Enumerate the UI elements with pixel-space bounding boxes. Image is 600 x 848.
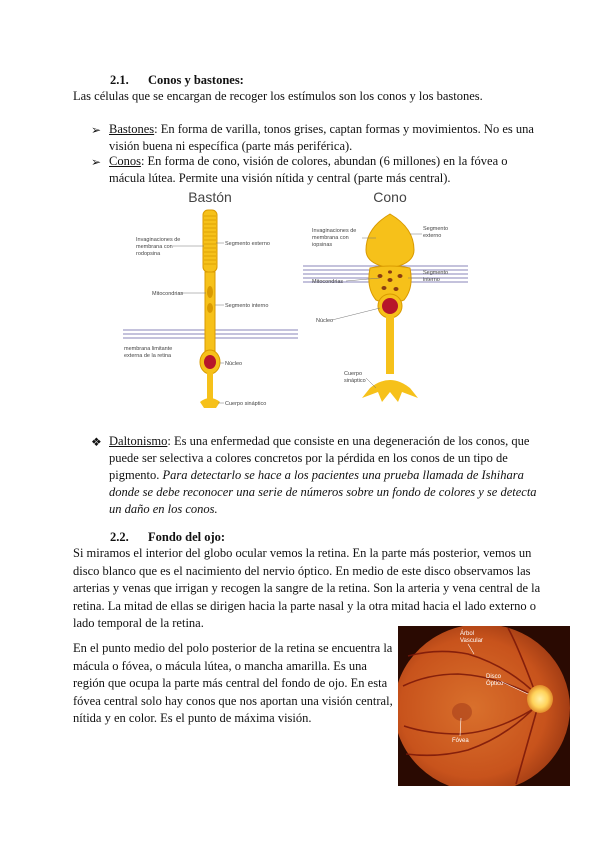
svg-text:Fóvea: Fóvea <box>452 738 469 744</box>
fovea-spot <box>452 703 472 721</box>
svg-text:membrana limitante: membrana limitante <box>124 346 173 352</box>
daltonismo-paragraph: Daltonismo: Es una enfermedad que consiste en una degeneración de los conos, que puede ser selectiva a colores concretos por la pérdida en los conos de un tipo de pigmento. Para detectarlo se hace a los pacientes una prueba llamada de Ishihara donde se debe reconocer una serie de números sobre un fondo de colores y se detecta un daño en los conos. <box>109 434 537 516</box>
svg-text:interno: interno <box>423 277 440 283</box>
svg-text:Segmento: Segmento <box>423 226 449 232</box>
svg-text:Invaginaciones de: Invaginaciones de <box>136 237 181 243</box>
term-conos: Conos <box>109 154 141 168</box>
section-number: 2.2. <box>110 530 129 544</box>
fundus-paragraph-1: Si miramos el interior del globo ocular vemos la retina. En la parte más posterior, vemos un disco blanco que es el nacimiento del nervio óptico. En medio de este disco observamos las arterias y venas que irrigan y recogen la sangre de la retina. Son la arteria y vena central de la retina. La mitad de ellas se dirigen hacia la parte nasal y la otra mitad hacia el lado externo o lado temporal de la retina. <box>73 546 541 631</box>
rod-title: Bastón <box>188 189 232 205</box>
svg-text:Disco: Disco <box>486 674 502 680</box>
svg-text:externo: externo <box>423 233 442 239</box>
svg-text:externa de la retina: externa de la retina <box>124 353 172 359</box>
svg-text:Vascular: Vascular <box>460 638 483 644</box>
svg-text:Segmento interno: Segmento interno <box>225 303 269 309</box>
svg-text:Mitocondrias: Mitocondrias <box>152 291 184 297</box>
section-2-1-heading <box>110 73 244 88</box>
svg-text:iopsinas: iopsinas <box>312 242 333 248</box>
svg-text:rodopsina: rodopsina <box>136 251 161 257</box>
svg-text:Segmento: Segmento <box>423 270 449 276</box>
intro-paragraph: Las células que se encargan de recoger los estímulos son los conos y los bastones. <box>73 89 483 103</box>
bullet-bastones: Bastones: En forma de varilla, tonos grises, captan formas y movimientos. No es una visión buena ni específica (parte más periférica). <box>109 122 534 153</box>
svg-text:sináptico: sináptico <box>344 378 366 384</box>
svg-text:Núcleo: Núcleo <box>225 361 243 367</box>
fundus-paragraph-2: En el punto medio del polo posterior de la retina se encuentra la mácula o fóvea, o mácula lútea, o mancha amarilla. Es una región que ocupa la parte más central del fondo de ojo. En esta fóvea central solo hay conos que nos aportan una visión central, nítida y en color. Es el punto de máxima visión. <box>73 641 393 726</box>
svg-text:Invaginaciones de: Invaginaciones de <box>312 228 357 234</box>
section-title: Conos y bastones: <box>148 73 244 87</box>
svg-text:membrana con: membrana con <box>136 244 173 250</box>
arrow-bullet-icon: ➢ <box>91 155 102 169</box>
svg-text:Núcleo: Núcleo <box>316 318 334 324</box>
svg-text:Mitocondrias: Mitocondrias <box>312 279 344 285</box>
bullet-conos: Conos: En forma de cono, visión de colores, abundan (6 millones) en la fóvea o mácula lútea. Permite una visión nítida y central (parte más central). <box>109 154 508 185</box>
section-2-2-heading <box>110 530 225 545</box>
rod-cone-figure <box>118 188 470 414</box>
optic-disc <box>527 685 553 713</box>
diamond-bullet-icon: ❖ <box>91 435 102 449</box>
svg-text:Árbol: Árbol <box>460 631 475 637</box>
svg-text:Cuerpo: Cuerpo <box>344 371 363 377</box>
section-title: Fondo del ojo: <box>148 530 226 544</box>
svg-text:membrana con: membrana con <box>312 235 349 241</box>
section-number: 2.1. <box>110 73 129 87</box>
arrow-bullet-icon: ➢ <box>91 123 102 137</box>
svg-text:Óptico: Óptico <box>486 681 504 687</box>
cone-title: Cono <box>373 189 407 205</box>
svg-text:Cuerpo sináptico: Cuerpo sináptico <box>225 401 267 407</box>
fundus-image <box>398 626 570 786</box>
svg-text:Segmento externo: Segmento externo <box>225 241 270 247</box>
term-bastones: Bastones <box>109 122 155 136</box>
term-daltonismo: Daltonismo <box>109 434 168 448</box>
